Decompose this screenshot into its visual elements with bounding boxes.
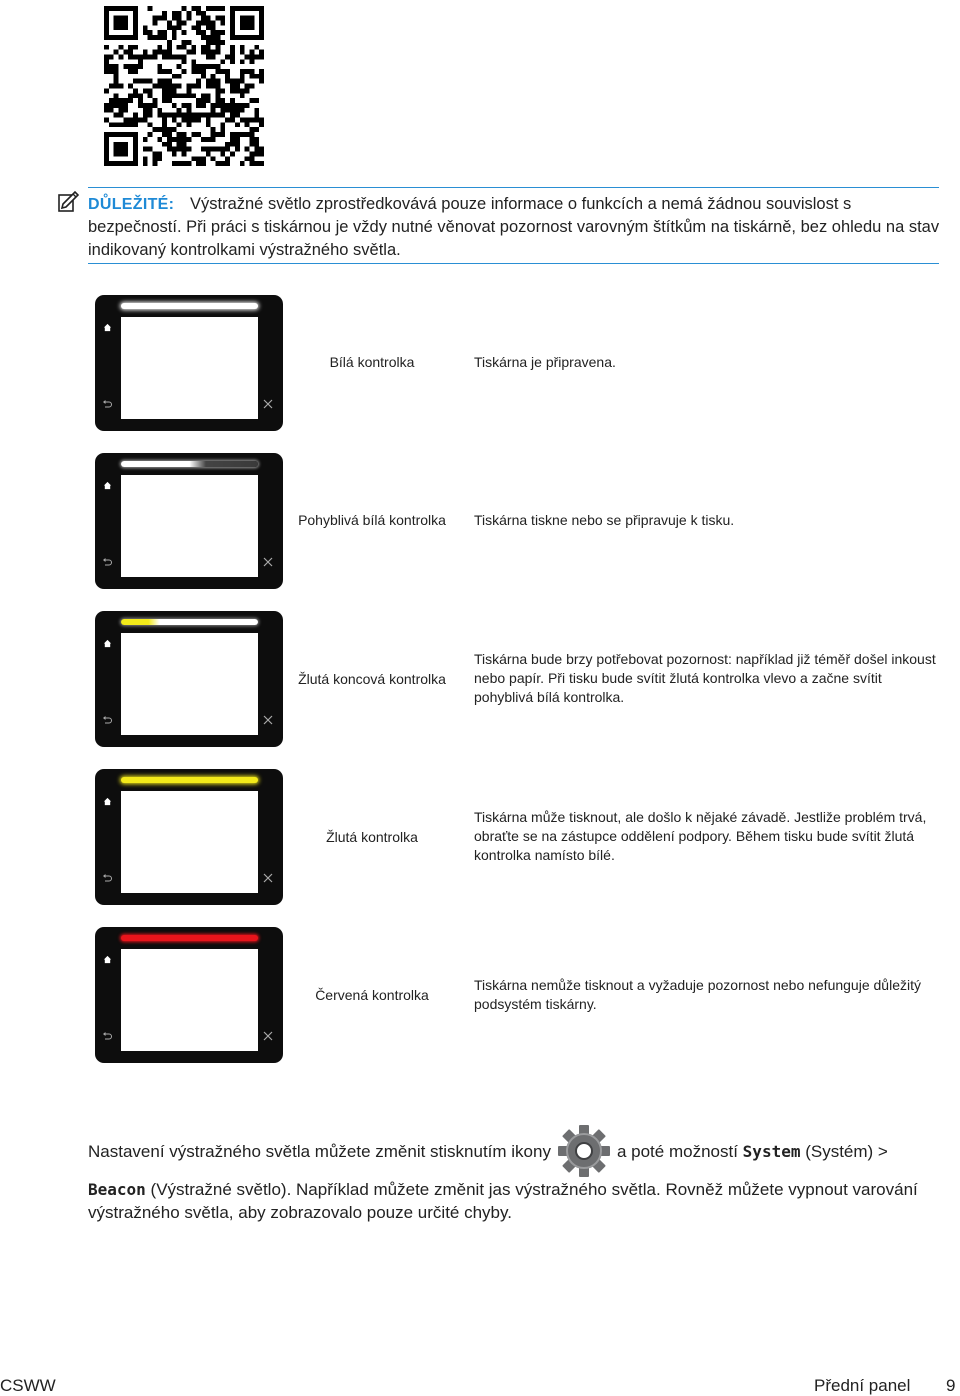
back-icon — [102, 399, 112, 409]
note-text-rest: bezpečností. Při práci s tiskárnou je vždy nutné věnovat pozornost varovným štítkům na tiskárně, bez ohledu na stav indikovaný kontrolkami výstražného světla. — [88, 218, 940, 259]
back-icon — [102, 715, 112, 725]
beacon-state-label: Žlutá koncová kontrolka — [298, 671, 446, 687]
close-icon — [263, 873, 273, 883]
beacon-state-label: Pohyblivá bílá kontrolka — [298, 512, 446, 528]
note-top-rule — [88, 187, 939, 188]
panel-screen — [121, 633, 258, 735]
close-icon — [263, 557, 273, 567]
home-icon — [103, 481, 112, 490]
note-bottom-rule — [88, 263, 939, 264]
footer-section-title: Přední panel — [814, 1376, 911, 1395]
front-panel-device — [95, 453, 283, 589]
back-icon — [102, 1031, 112, 1041]
close-icon — [263, 715, 273, 725]
home-icon — [103, 639, 112, 648]
beacon-state-description: Tiskárna tiskne nebo se připravuje k tisku. — [474, 512, 735, 528]
para-after-icon: a poté možností — [616, 1141, 738, 1161]
footer-left-label: CSWW — [0, 1376, 56, 1395]
beacon-light-bar — [121, 461, 258, 467]
footer-page-number: 9 — [946, 1376, 956, 1395]
front-panel-device — [95, 295, 283, 431]
note-text-first: Výstražné světlo zprostředkovává pouze informace o funkcích a nemá žádnou souvislost s — [190, 195, 852, 213]
beacon-light-bar — [121, 303, 258, 309]
beacon-state-label: Bílá kontrolka — [329, 354, 415, 370]
para-before-icon: Nastavení výstražného světla můžete změnit stisknutím ikony — [88, 1141, 551, 1161]
home-icon — [103, 323, 112, 332]
panel-screen — [121, 475, 258, 577]
home-icon — [103, 955, 112, 964]
qr-code-image — [104, 6, 264, 166]
panel-screen — [121, 317, 258, 419]
close-icon — [263, 1031, 273, 1041]
home-icon — [103, 797, 112, 806]
beacon-light-bar — [121, 619, 258, 625]
front-panel-device — [95, 927, 283, 1063]
gear-icon — [557, 1124, 611, 1178]
para-system-bold: System — [742, 1141, 801, 1161]
beacon-state-description: Tiskárna nemůže tisknout a vyžaduje pozornost nebo nefunguje důležitý podsystém tiskárny. — [474, 977, 921, 1012]
back-icon — [102, 873, 112, 883]
beacon-state-description: Tiskárna je připravena. — [474, 354, 616, 370]
para-beacon-bold: Beacon — [88, 1180, 146, 1199]
beacon-settings-paragraph — [88, 1136, 948, 1224]
panel-screen — [121, 791, 258, 893]
note-text — [88, 193, 948, 262]
para-system-paren: (Systém) > — [805, 1141, 888, 1161]
front-panel-device — [95, 769, 283, 905]
beacon-state-description: Tiskárna bude brzy potřebovat pozornost: například již téměř došel inkoust nebo papír. Při tisku bude svítit žlutá kontrolka vlevo a začne svítit pohyblivá bílá kontrolka. — [474, 651, 936, 705]
close-icon — [263, 399, 273, 409]
panel-screen — [121, 949, 258, 1051]
beacon-state-label: Žlutá kontrolka — [326, 829, 418, 845]
beacon-light-bar — [121, 777, 258, 783]
note-heading: DŮLEŽITÉ: — [88, 196, 175, 213]
important-note-icon — [58, 190, 80, 212]
front-panel-device — [95, 611, 283, 747]
beacon-state-label: Červená kontrolka — [315, 987, 429, 1003]
beacon-state-description: Tiskárna může tisknout, ale došlo k nějaké závadě. Jestliže problém trvá, obraťte se na zástupce oddělení podpory. Během tisku bude svítit žlutá kontrolka namísto bílé. — [474, 809, 927, 863]
para-rest: (Výstražné světlo). Například můžete změnit jas výstražného světla. Rovněž můžete vypnout varování výstražného světla, aby zobrazovalo pouze určité chyby. — [88, 1180, 918, 1222]
beacon-light-bar — [121, 935, 258, 941]
back-icon — [102, 557, 112, 567]
